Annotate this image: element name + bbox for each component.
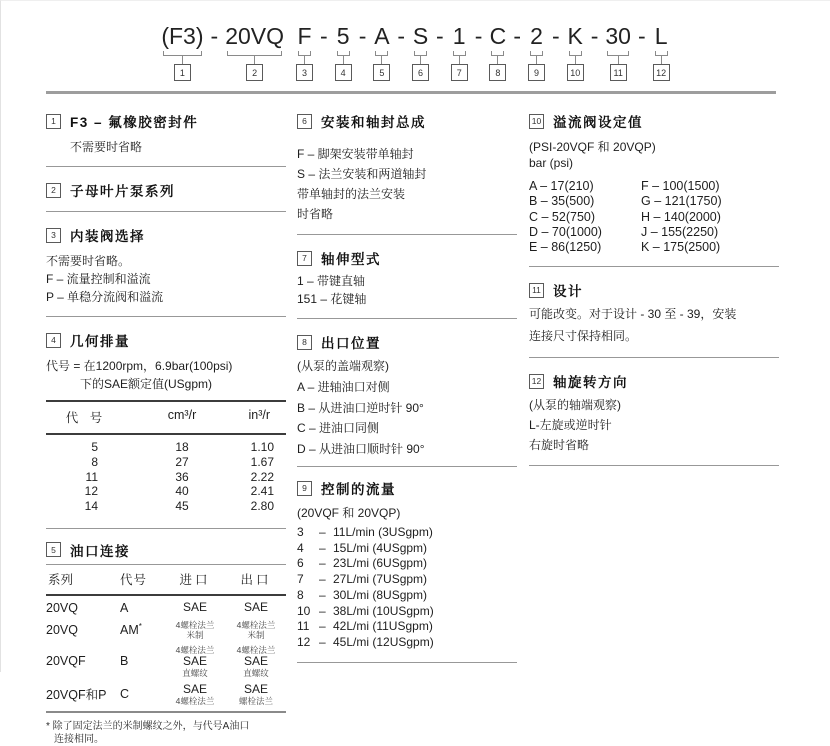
section-mounting-seal — [297, 111, 517, 223]
cell: 45 — [175, 499, 189, 514]
table-header-row — [46, 565, 286, 594]
section-design — [529, 280, 779, 346]
cell: 直螺纹 — [182, 667, 208, 678]
cell: 4螺栓法兰 — [236, 644, 276, 655]
code-stem — [381, 56, 382, 64]
table-row — [46, 455, 286, 470]
item-title: 控制的流量 — [321, 482, 396, 497]
body-line: (PSI-20VQF 和 20VQP) — [529, 140, 656, 154]
cell: 18 — [175, 440, 189, 454]
code-number-box: 2 — [246, 64, 263, 81]
footnote — [46, 720, 286, 746]
code-segment-8 — [489, 23, 506, 81]
column-1 — [46, 109, 286, 746]
code-segment-6 — [412, 23, 429, 81]
code-segment-5 — [373, 23, 390, 81]
cell: SAE — [182, 600, 207, 615]
code-hyphen: - — [397, 23, 406, 49]
flow-rows — [297, 525, 517, 651]
section-controlled-flow — [297, 478, 517, 651]
code-text: A — [374, 23, 390, 49]
relief-row: B – 35(500) G – 121(1750) — [529, 194, 722, 209]
code-hyphen: - — [436, 23, 444, 49]
cell: SAE — [182, 653, 207, 668]
code-stem — [575, 56, 576, 64]
item-title: 几何排量 — [70, 334, 130, 349]
code-hyphen: - — [637, 23, 646, 49]
body-line: 带单轴封的法兰安装 — [297, 187, 406, 201]
code-stem — [420, 56, 421, 64]
code-stem — [661, 56, 662, 64]
cell: SAE — [243, 600, 268, 615]
table-row — [46, 470, 286, 485]
relief-row: D – 70(1000) J – 155(2250) — [529, 224, 719, 239]
section-relief-setting — [529, 111, 779, 255]
cell: 36 — [175, 469, 189, 484]
code-segment-12 — [653, 23, 670, 81]
section-divider — [297, 662, 517, 663]
header-divider — [46, 91, 776, 94]
section-valve-option — [46, 225, 286, 305]
cell: 4螺栓法兰 — [175, 619, 215, 630]
item-title: 子母叶片泵系列 — [70, 184, 175, 199]
section-outlet-position — [297, 332, 517, 458]
section-divider — [46, 528, 286, 529]
code-segment-4 — [335, 23, 352, 81]
cell: 4螺栓法兰 — [236, 619, 276, 630]
relief-row: C – 52(750) H – 140(2000) — [529, 209, 721, 224]
item-number-box: 6 — [297, 114, 312, 129]
item-title: 溢流阀设定值 — [553, 115, 643, 130]
body-line: (从泵的轴端观察) — [529, 398, 621, 413]
table-rule — [46, 594, 286, 596]
section-seal — [46, 111, 286, 155]
code-number-box: 6 — [412, 64, 429, 81]
code-segment-9 — [528, 23, 545, 81]
code-number-box: 3 — [296, 64, 313, 81]
column-2 — [297, 109, 517, 676]
code-text: F — [297, 23, 312, 49]
section-divider — [529, 357, 779, 358]
item-number-box: 8 — [297, 335, 312, 350]
cell: 27 — [175, 454, 189, 469]
item-title: 设计 — [553, 284, 583, 300]
column-header: 进口 — [179, 572, 211, 587]
code-hyphen: - — [210, 23, 219, 49]
table-row — [46, 499, 286, 514]
body-line: S – 法兰安装和两道轴封 — [297, 167, 427, 181]
code-hyphen: - — [320, 23, 328, 49]
cell: A — [120, 600, 129, 615]
body-line: 不需要时省略。 — [46, 254, 131, 268]
item-number-box: 1 — [46, 114, 61, 129]
cell: 40 — [175, 484, 189, 499]
column-3 — [529, 109, 779, 479]
cell: 20VQ — [46, 600, 78, 615]
section-displacement — [46, 330, 286, 520]
section-divider — [46, 316, 286, 317]
section-port-connection — [46, 540, 286, 746]
code-stem — [254, 56, 255, 64]
column-header: cm³/r — [167, 408, 197, 422]
item-number-box: 2 — [46, 183, 61, 198]
code-stem — [536, 56, 537, 64]
code-text: S — [412, 23, 429, 49]
body-line: 右旋时省略 — [529, 438, 590, 453]
code-segment-7 — [451, 23, 468, 81]
item-number-box: 9 — [297, 481, 312, 496]
body-line: (从泵的盖端观察) — [297, 359, 389, 373]
item-title: 轴伸型式 — [321, 252, 381, 267]
footnote-line: * 除了固定法兰的米制螺纹之外，与代号A油口 — [46, 720, 250, 732]
item-title: 内装阀选择 — [70, 229, 145, 244]
body-line: D – 从进油口顺时针 90° — [297, 441, 425, 456]
body-line: L-左旋或逆时针 — [529, 418, 612, 433]
flow-row: 6 – 23L/mi (6USgpm) — [297, 556, 428, 571]
item-title: 油口连接 — [70, 543, 130, 559]
item-number-box: 3 — [46, 228, 61, 243]
table-row — [46, 645, 286, 678]
table-header-row — [46, 402, 286, 433]
body-line: F – 流量控制和溢流 — [46, 272, 151, 286]
code-number-box: 10 — [567, 64, 584, 81]
relief-row: E – 86(1250) K – 175(2500) — [529, 240, 721, 255]
cell: 4螺栓法兰 — [175, 695, 215, 706]
body-line: A – 进轴油口对侧 — [297, 380, 390, 394]
body-line: 可能改变。对于设计 - 30 至 - 39，安装 — [529, 307, 737, 322]
item-title: F3 – 氟橡胶密封件 — [70, 115, 199, 130]
cell: 20VQF — [46, 654, 86, 669]
code-number-box: 1 — [174, 64, 191, 81]
code-hyphen: - — [358, 23, 367, 49]
section-rotation — [529, 371, 779, 454]
cell: 1.67 — [250, 454, 274, 469]
code-number-box: 5 — [373, 64, 390, 81]
cell: 8 — [91, 454, 98, 469]
body-line: 151 – 花键轴 — [297, 292, 367, 306]
code-stem — [497, 56, 498, 64]
table-row — [46, 683, 286, 706]
section-divider — [46, 166, 286, 167]
section-divider — [46, 211, 286, 212]
code-segment-10 — [567, 23, 584, 81]
code-text: 2 — [530, 23, 543, 49]
cell: 4螺栓法兰 — [175, 644, 215, 655]
body-line: 代号 = 在1200rpm，6.9bar(100psi) — [46, 359, 233, 373]
column-header: 代 号 — [65, 411, 107, 425]
code-hyphen: - — [513, 23, 522, 49]
cell: 11 — [85, 469, 98, 484]
cell: 米制 — [186, 629, 204, 640]
cell: 米制 — [247, 629, 265, 640]
item-number-box: 4 — [46, 333, 61, 348]
code-text: K — [567, 23, 583, 49]
code-segment-3 — [296, 23, 313, 81]
section-divider — [297, 318, 517, 319]
code-hyphen: - — [552, 23, 560, 49]
code-text: C — [489, 23, 507, 49]
code-hyphen: - — [590, 23, 599, 49]
item-title: 出口位置 — [321, 336, 381, 351]
cell: 20VQ — [46, 622, 78, 637]
item-number-box: 11 — [529, 283, 544, 298]
cell: 2.22 — [250, 469, 274, 484]
cell: 1.10 — [250, 440, 274, 454]
relief-row: A – 17(210) F – 100(1500) — [529, 179, 720, 193]
code-text: (F3) — [161, 23, 204, 49]
section-divider — [529, 266, 779, 267]
code-segment-2 — [225, 23, 284, 81]
relief-settings — [529, 179, 779, 255]
body-line: (20VQF 和 20VQP) — [297, 506, 401, 520]
code-text: 30 — [605, 23, 631, 49]
cell: 螺栓法兰 — [238, 695, 273, 706]
cell: 2.41 — [250, 484, 274, 499]
code-stem — [304, 56, 305, 64]
table-row — [46, 440, 286, 455]
footnote-marker: * — [138, 622, 142, 632]
cell: SAE — [243, 681, 268, 696]
model-code-diagram — [1, 23, 830, 81]
cell: B — [120, 654, 129, 669]
cell: 20VQF和P — [46, 688, 107, 703]
column-header: 出口 — [240, 572, 272, 587]
code-number-box: 11 — [610, 64, 627, 81]
displacement-table — [46, 400, 286, 520]
flow-row: 3 – 11L/min (3USgpm) — [297, 525, 433, 539]
section-divider — [529, 465, 779, 466]
body-line: B – 从进油口逆时针 90° — [297, 400, 424, 415]
flow-row: 11 – 42L/mi (11USgpm) — [297, 619, 433, 634]
flow-row: 8 – 30L/mi (8USgpm) — [297, 587, 428, 602]
cell: 12 — [84, 484, 98, 499]
flow-row: 7 – 27L/mi (7USgpm) — [297, 572, 428, 587]
cell: 14 — [84, 499, 98, 514]
code-number-box: 12 — [653, 64, 670, 81]
body-line: C – 进油口同侧 — [297, 421, 380, 435]
flow-row: 12 – 45L/mi (12USgpm) — [297, 634, 434, 649]
table-row — [46, 620, 286, 640]
code-segment-1 — [161, 23, 203, 81]
cell: 直螺纹 — [243, 667, 269, 678]
code-number-box: 9 — [528, 64, 545, 81]
code-stem — [618, 56, 619, 64]
code-stem — [459, 56, 460, 64]
cell: AM* — [120, 622, 142, 638]
cell: SAE — [243, 653, 268, 668]
body-line: 下的SAE额定值(USgpm) — [80, 377, 213, 391]
item-number-box: 7 — [297, 251, 312, 266]
code-text: L — [654, 23, 668, 49]
item-title: 轴旋转方向 — [553, 375, 628, 391]
code-hyphen: - — [474, 23, 483, 49]
column-header: 代号 — [120, 572, 148, 587]
flow-row: 4 – 15L/mi (4USgpm) — [297, 540, 428, 555]
item-number-box: 10 — [529, 114, 544, 129]
column-header: 系列 — [48, 572, 74, 587]
code-stem — [182, 56, 183, 64]
column-header: in³/r — [248, 408, 270, 422]
body-line: P – 单稳分流阀和溢流 — [46, 290, 164, 304]
table-row — [46, 601, 286, 615]
cell: SAE — [182, 681, 207, 696]
section-divider — [297, 466, 517, 467]
cell: 5 — [91, 440, 98, 454]
code-number-box: 8 — [489, 64, 506, 81]
code-stem — [343, 56, 344, 64]
body-line: F – 脚架安装带单轴封 — [297, 147, 414, 161]
table-rule — [46, 711, 286, 713]
section-series — [46, 180, 286, 200]
port-connection-table — [46, 564, 286, 713]
code-number-box: 7 — [451, 64, 468, 81]
code-text: 1 — [452, 23, 466, 49]
section-shaft-type — [297, 248, 517, 307]
body-line: 连接尺寸保持相同。 — [529, 329, 638, 344]
code-number-box: 4 — [335, 64, 352, 81]
body-line: 1 – 带键直轴 — [297, 274, 366, 288]
item-title: 安装和轴封总成 — [321, 115, 426, 130]
item-number-box: 12 — [529, 374, 544, 389]
item-number-box: 5 — [46, 542, 61, 557]
body-line: bar (psi) — [529, 156, 574, 170]
body-line: 时省略 — [297, 207, 334, 221]
body-line: 不需要时省略 — [70, 140, 143, 154]
code-text: 20VQ — [225, 23, 285, 49]
code-text: 5 — [336, 23, 350, 49]
table-row — [46, 484, 286, 499]
flow-row: 10 – 38L/mi (10USgpm) — [297, 603, 434, 618]
cell: 2.80 — [250, 499, 274, 514]
code-segment-11 — [605, 23, 631, 81]
cell: C — [120, 687, 130, 702]
footnote-line: 连接相同。 — [54, 733, 104, 745]
section-divider — [297, 234, 517, 235]
